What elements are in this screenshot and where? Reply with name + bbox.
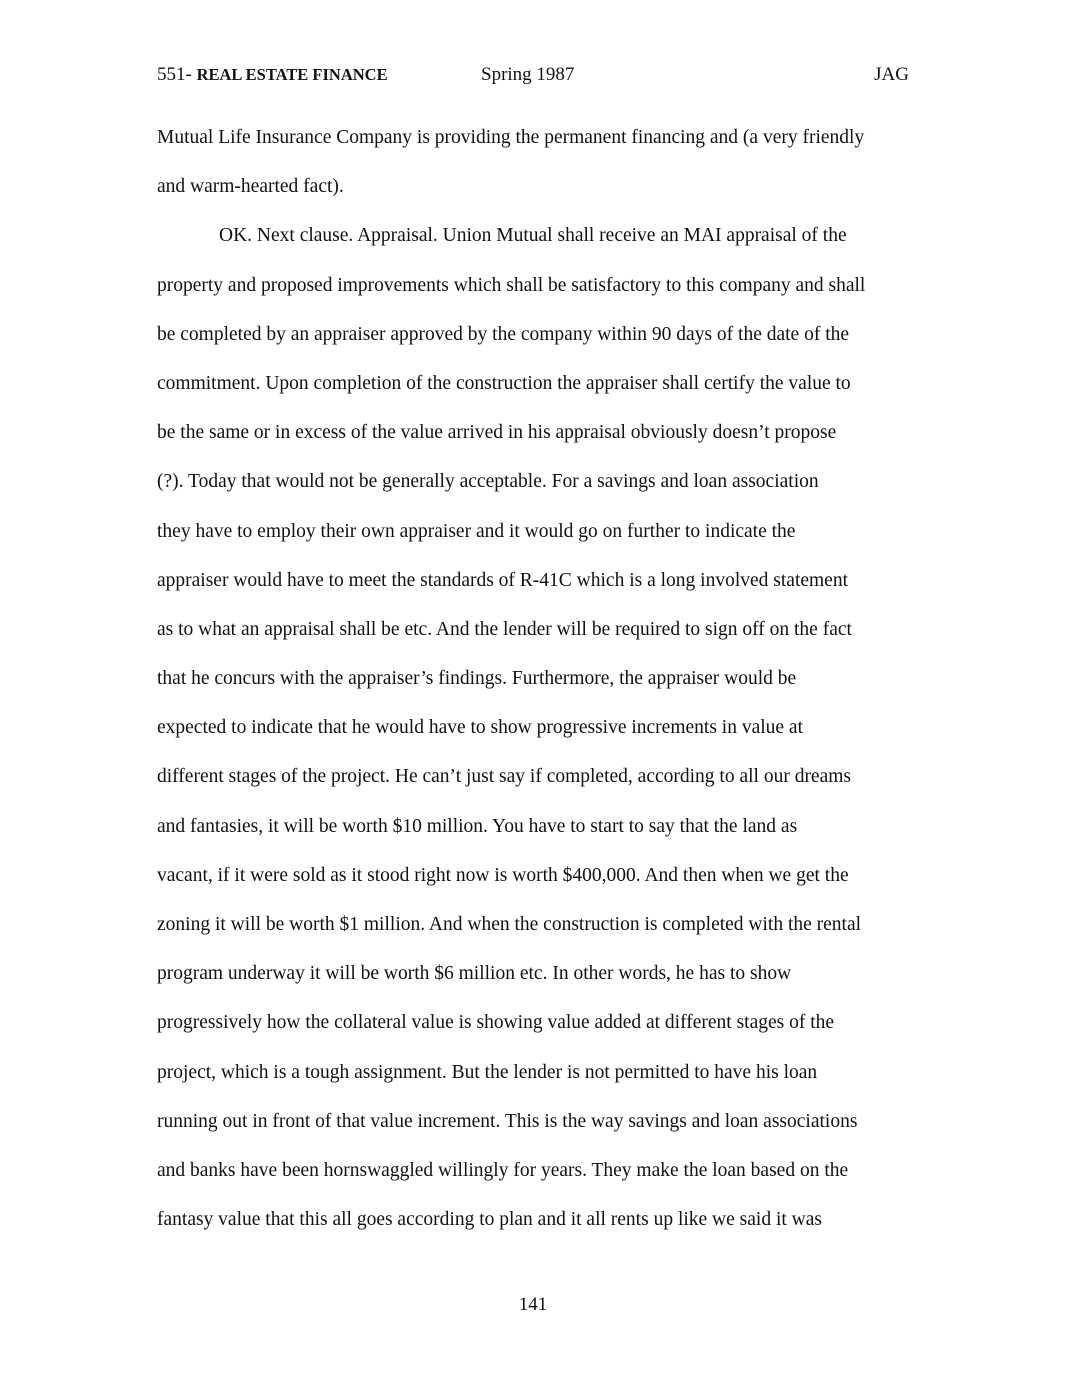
text-line: as to what an appraisal shall be etc. And the lender will be required to sign off on the fact — [157, 618, 852, 640]
text-line: OK. Next clause. Appraisal. Union Mutual shall receive an MAI appraisal of the — [219, 225, 847, 247]
text-line: program underway it will be worth $6 million etc. In other words, he has to show — [157, 963, 792, 985]
text-line: and banks have been hornswaggled willingly for years. They make the loan based on the — [157, 1159, 849, 1181]
page-number: 141 — [518, 1294, 548, 1315]
text-line: be completed by an appraiser approved by the company within 90 days of the date of the — [157, 323, 850, 345]
course-title: REAL ESTATE FINANCE — [196, 65, 388, 84]
text-line: property and proposed improvements which shall be satisfactory to this company and shall — [157, 274, 866, 296]
course-heading — [157, 64, 388, 86]
transcript-body — [157, 124, 913, 1255]
text-line: different stages of the project. He can’t just say if completed, according to all our dreams — [157, 766, 852, 788]
text-line: running out in front of that value increment. This is the way savings and loan associations — [157, 1110, 858, 1132]
text-line: and warm-hearted fact). — [157, 176, 344, 198]
author-initials: JAG — [874, 64, 909, 85]
text-line: that he concurs with the appraiser’s findings. Furthermore, the appraiser would be — [157, 668, 797, 690]
text-line: they have to employ their own appraiser and it would go on further to indicate the — [157, 520, 796, 542]
text-line: Mutual Life Insurance Company is providing the permanent financing and (a very friendly — [157, 127, 865, 148]
text-line: commitment. Upon completion of the construction the appraiser shall certify the value to — [157, 372, 851, 394]
text-line: be the same or in excess of the value arrived in his appraisal obviously doesn’t propose — [157, 422, 837, 444]
text-line: expected to indicate that he would have to show progressive increments in value at — [157, 717, 804, 739]
term-label: Spring 1987 — [481, 64, 575, 85]
text-line: progressively how the collateral value is showing value added at different stages of the — [157, 1012, 835, 1034]
page-header — [157, 64, 909, 90]
course-number: 551- — [157, 64, 192, 85]
text-line: project, which is a tough assignment. But the lender is not permitted to have his loan — [157, 1061, 818, 1083]
text-line: zoning it will be worth $1 million. And when the construction is completed with the rental — [157, 914, 862, 935]
text-line: (?). Today that would not be generally acceptable. For a savings and loan association — [157, 471, 819, 493]
text-line: and fantasies, it will be worth $10 million. You have to start to say that the land as — [157, 815, 798, 837]
text-line: vacant, if it were sold as it stood right now is worth $400,000. And then when we get the — [157, 864, 849, 886]
text-line: appraiser would have to meet the standards of R-41C which is a long involved statement — [157, 569, 849, 591]
text-line: fantasy value that this all goes according to plan and it all rents up like we said it was — [157, 1209, 822, 1231]
